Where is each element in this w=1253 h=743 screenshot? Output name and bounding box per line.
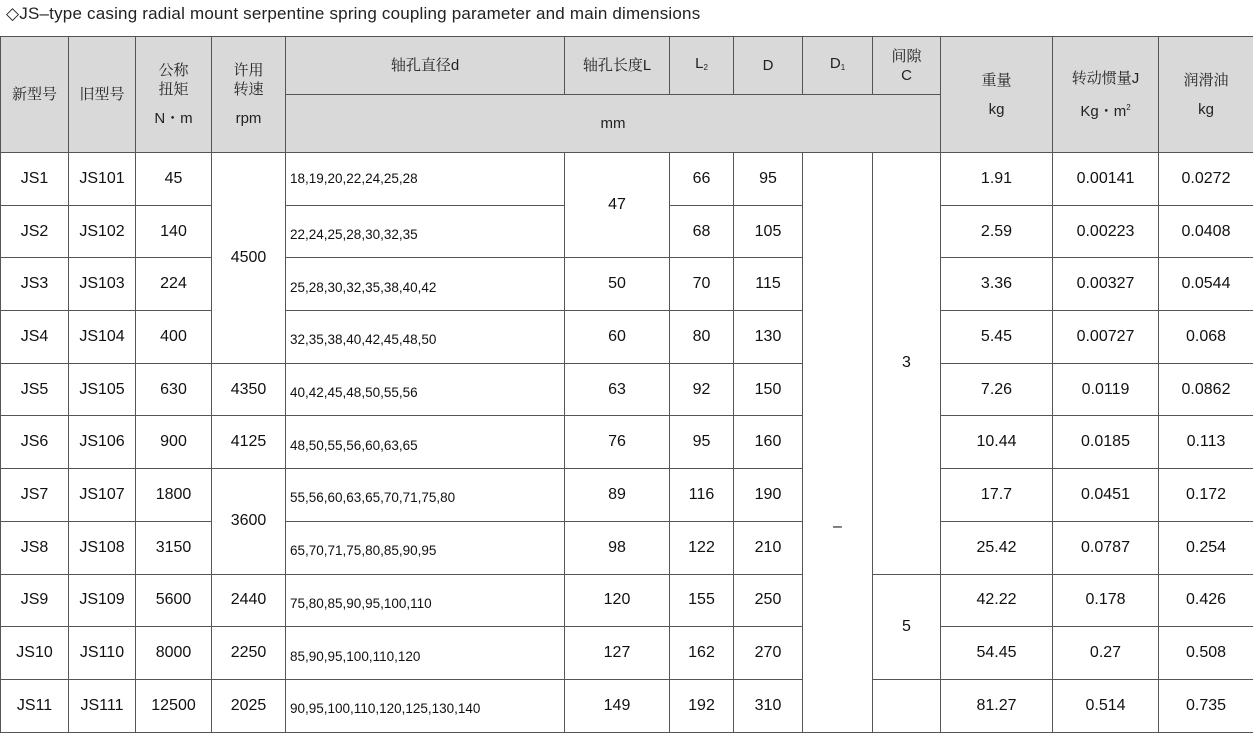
new-model-cell: JS2 <box>1 205 69 258</box>
header-speed: 许用 转速 rpm <box>212 37 286 153</box>
weight-cell: 2.59 <box>941 205 1053 258</box>
d-cell: 115 <box>734 258 803 311</box>
header-mm-unit: mm <box>286 95 941 153</box>
bore-length-cell: 127 <box>565 627 670 680</box>
inertia-cell: 0.00327 <box>1053 258 1159 311</box>
old-model-cell: JS108 <box>69 521 136 574</box>
d-cell: 210 <box>734 521 803 574</box>
weight-cell: 5.45 <box>941 311 1053 364</box>
weight-cell: 3.36 <box>941 258 1053 311</box>
gap-cell: 3 <box>873 153 941 575</box>
bore-length-cell: 76 <box>565 416 670 469</box>
bore-cell: 40,42,45,48,50,55,56 <box>286 363 565 416</box>
weight-cell: 17.7 <box>941 469 1053 522</box>
lube-cell: 0.0408 <box>1159 205 1253 258</box>
torque-cell: 3150 <box>136 521 212 574</box>
speed-cell: 2025 <box>212 679 286 732</box>
new-model-cell: JS5 <box>1 363 69 416</box>
table-row <box>1 416 1253 469</box>
bore-length-cell: 98 <box>565 521 670 574</box>
new-model-cell: JS4 <box>1 311 69 364</box>
bore-cell: 75,80,85,90,95,100,110 <box>286 574 565 627</box>
bore-length-cell: 60 <box>565 311 670 364</box>
bore-cell: 65,70,71,75,80,85,90,95 <box>286 521 565 574</box>
old-model-cell: JS109 <box>69 574 136 627</box>
header-new-model: 新型号 <box>1 37 69 153</box>
lube-cell: 0.0544 <box>1159 258 1253 311</box>
torque-cell: 140 <box>136 205 212 258</box>
l2-cell: 92 <box>670 363 734 416</box>
lube-cell: 0.113 <box>1159 416 1253 469</box>
old-model-cell: JS106 <box>69 416 136 469</box>
header-bore-length: 轴孔长度L <box>565 37 670 95</box>
d-cell: 105 <box>734 205 803 258</box>
l2-cell: 68 <box>670 205 734 258</box>
speed-cell: 4500 <box>212 153 286 364</box>
inertia-cell: 0.00727 <box>1053 311 1159 364</box>
torque-cell: 1800 <box>136 469 212 522</box>
old-model-cell: JS102 <box>69 205 136 258</box>
torque-cell: 12500 <box>136 679 212 732</box>
torque-cell: 8000 <box>136 627 212 680</box>
l2-cell: 192 <box>670 679 734 732</box>
coupling-parameter-table <box>0 36 1253 733</box>
inertia-cell: 0.27 <box>1053 627 1159 680</box>
header-gap: 间隙 C <box>873 37 941 95</box>
bore-length-cell: 120 <box>565 574 670 627</box>
gap-cell <box>873 679 941 732</box>
weight-cell: 10.44 <box>941 416 1053 469</box>
old-model-cell: JS105 <box>69 363 136 416</box>
new-model-cell: JS3 <box>1 258 69 311</box>
lube-cell: 0.068 <box>1159 311 1253 364</box>
d-cell: 250 <box>734 574 803 627</box>
bore-cell: 25,28,30,32,35,38,40,42 <box>286 258 565 311</box>
old-model-cell: JS104 <box>69 311 136 364</box>
inertia-cell: 0.0787 <box>1053 521 1159 574</box>
bore-cell: 32,35,38,40,42,45,48,50 <box>286 311 565 364</box>
l2-cell: 66 <box>670 153 734 206</box>
d-cell: 270 <box>734 627 803 680</box>
new-model-cell: JS9 <box>1 574 69 627</box>
l2-cell: 155 <box>670 574 734 627</box>
torque-cell: 630 <box>136 363 212 416</box>
bore-cell: 55,56,60,63,65,70,71,75,80 <box>286 469 565 522</box>
bore-cell: 18,19,20,22,24,25,28 <box>286 153 565 206</box>
lube-cell: 0.735 <box>1159 679 1253 732</box>
table-row <box>1 521 1253 574</box>
old-model-cell: JS103 <box>69 258 136 311</box>
table-row <box>1 153 1253 206</box>
l2-cell: 70 <box>670 258 734 311</box>
header-torque: 公称 扭矩 N・m <box>136 37 212 153</box>
bore-cell: 48,50,55,56,60,63,65 <box>286 416 565 469</box>
l2-cell: 95 <box>670 416 734 469</box>
header-bore: 轴孔直径d <box>286 37 565 95</box>
weight-cell: 54.45 <box>941 627 1053 680</box>
header-d: D <box>734 37 803 95</box>
new-model-cell: JS10 <box>1 627 69 680</box>
bore-length-cell: 149 <box>565 679 670 732</box>
bore-length-cell: 50 <box>565 258 670 311</box>
bore-cell: 90,95,100,110,120,125,130,140 <box>286 679 565 732</box>
weight-cell: 1.91 <box>941 153 1053 206</box>
old-model-cell: JS101 <box>69 153 136 206</box>
old-model-cell: JS107 <box>69 469 136 522</box>
gap-cell: 5 <box>873 574 941 679</box>
l2-cell: 162 <box>670 627 734 680</box>
old-model-cell: JS110 <box>69 627 136 680</box>
table-row <box>1 627 1253 680</box>
bore-length-cell: 63 <box>565 363 670 416</box>
new-model-cell: JS8 <box>1 521 69 574</box>
lube-cell: 0.508 <box>1159 627 1253 680</box>
header-weight: 重量 kg <box>941 37 1053 153</box>
lube-cell: 0.254 <box>1159 521 1253 574</box>
lube-cell: 0.426 <box>1159 574 1253 627</box>
inertia-cell: 0.0119 <box>1053 363 1159 416</box>
d-cell: 150 <box>734 363 803 416</box>
d-cell: 190 <box>734 469 803 522</box>
torque-cell: 45 <box>136 153 212 206</box>
table-title: ◇JS–type casing radial mount serpentine spring coupling parameter and main dimensions <box>6 4 701 23</box>
lube-cell: 0.172 <box>1159 469 1253 522</box>
inertia-cell: 0.178 <box>1053 574 1159 627</box>
torque-cell: 224 <box>136 258 212 311</box>
d1-cell: – <box>803 153 873 733</box>
new-model-cell: JS1 <box>1 153 69 206</box>
speed-cell: 4350 <box>212 363 286 416</box>
bore-length-cell: 89 <box>565 469 670 522</box>
weight-cell: 81.27 <box>941 679 1053 732</box>
table-row <box>1 679 1253 732</box>
d-cell: 160 <box>734 416 803 469</box>
l2-cell: 80 <box>670 311 734 364</box>
old-model-cell: JS111 <box>69 679 136 732</box>
d-cell: 310 <box>734 679 803 732</box>
l2-cell: 116 <box>670 469 734 522</box>
table-row <box>1 258 1253 311</box>
torque-cell: 5600 <box>136 574 212 627</box>
inertia-cell: 0.00141 <box>1053 153 1159 206</box>
speed-cell: 2250 <box>212 627 286 680</box>
inertia-cell: 0.00223 <box>1053 205 1159 258</box>
torque-cell: 400 <box>136 311 212 364</box>
lube-cell: 0.0862 <box>1159 363 1253 416</box>
torque-cell: 900 <box>136 416 212 469</box>
header-l2: $L_2$ <box>670 37 734 95</box>
table-row <box>1 363 1253 416</box>
table-row <box>1 574 1253 627</box>
new-model-cell: JS11 <box>1 679 69 732</box>
inertia-cell: 0.0185 <box>1053 416 1159 469</box>
weight-cell: 25.42 <box>941 521 1053 574</box>
inertia-cell: 0.514 <box>1053 679 1159 732</box>
new-model-cell: JS6 <box>1 416 69 469</box>
lube-cell: 0.0272 <box>1159 153 1253 206</box>
header-old-model: 旧型号 <box>69 37 136 153</box>
weight-cell: 7.26 <box>941 363 1053 416</box>
speed-cell: 3600 <box>212 469 286 574</box>
weight-cell: 42.22 <box>941 574 1053 627</box>
speed-cell: 4125 <box>212 416 286 469</box>
d-cell: 130 <box>734 311 803 364</box>
bore-length-cell: 47 <box>565 153 670 258</box>
new-model-cell: JS7 <box>1 469 69 522</box>
l2-cell: 122 <box>670 521 734 574</box>
bore-cell: 85,90,95,100,110,120 <box>286 627 565 680</box>
inertia-cell: 0.0451 <box>1053 469 1159 522</box>
table-row <box>1 311 1253 364</box>
header-d1: $D_1$ <box>803 37 873 95</box>
table-row <box>1 469 1253 522</box>
d-cell: 95 <box>734 153 803 206</box>
header-lube: 润滑油 kg <box>1159 37 1253 153</box>
speed-cell: 2440 <box>212 574 286 627</box>
header-inertia: 转动惯量J Kg・$m^2$ <box>1053 37 1159 153</box>
bore-cell: 22,24,25,28,30,32,35 <box>286 205 565 258</box>
